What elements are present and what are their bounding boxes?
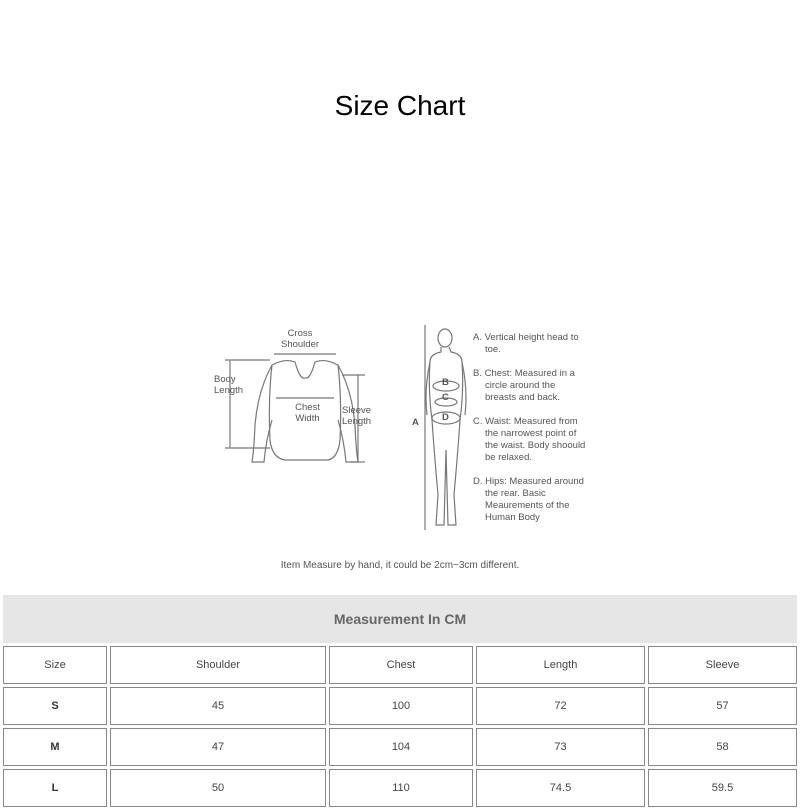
note-b: B. Chest: Measured in a circle around the breasts and back. — [473, 368, 575, 403]
measure-note: Item Measure by hand, it could be 2cm~3cm different. — [280, 560, 520, 571]
header-shoulder: Shoulder — [110, 646, 326, 684]
marker-d: D — [442, 412, 449, 423]
sleeve-length-label: Sleeve Length — [342, 405, 372, 427]
table-row — [3, 687, 797, 725]
table-caption: Measurement In CM — [3, 595, 797, 643]
cell-shoulder: 50 — [110, 769, 326, 807]
header-size: Size — [3, 646, 107, 684]
page-title: Size Chart — [334, 90, 466, 121]
header-sleeve: Sleeve — [648, 646, 797, 684]
marker-b: B — [442, 377, 449, 388]
note-d: D. Hips: Measured around the rear. Basic Meaurements of the Human Body — [473, 476, 584, 523]
cell-size: M — [3, 728, 107, 766]
note-a: A. Vertical height head to toe. — [473, 332, 579, 355]
cell-size: S — [3, 687, 107, 725]
marker-a: A — [412, 417, 419, 428]
measurement-diagram — [210, 320, 590, 550]
cell-chest: 100 — [329, 687, 473, 725]
cell-chest: 104 — [329, 728, 473, 766]
note-c: C. Waist: Measured from the narrowest point of the waist. Body shoould be relaxed. — [473, 416, 586, 463]
cell-shoulder: 45 — [110, 687, 326, 725]
table-header-row — [3, 646, 797, 684]
cell-sleeve: 58 — [648, 728, 797, 766]
body-length-label: Body Length — [214, 374, 244, 396]
header-length: Length — [476, 646, 645, 684]
size-table — [0, 592, 800, 810]
cell-size: L — [3, 769, 107, 807]
table-row — [3, 728, 797, 766]
human-figure-icon — [426, 329, 466, 525]
cell-sleeve: 57 — [648, 687, 797, 725]
header-chest: Chest — [329, 646, 473, 684]
cell-length: 74.5 — [476, 769, 645, 807]
cell-length: 73 — [476, 728, 645, 766]
marker-c: C — [442, 392, 449, 403]
cell-shoulder: 47 — [110, 728, 326, 766]
cross-shoulder-label: Cross Shoulder — [280, 328, 320, 350]
measurement-notes — [473, 332, 588, 536]
table-row — [3, 769, 797, 807]
cell-sleeve: 59.5 — [648, 769, 797, 807]
chest-width-label: Chest Width — [295, 402, 320, 424]
cell-length: 72 — [476, 687, 645, 725]
cell-chest: 110 — [329, 769, 473, 807]
